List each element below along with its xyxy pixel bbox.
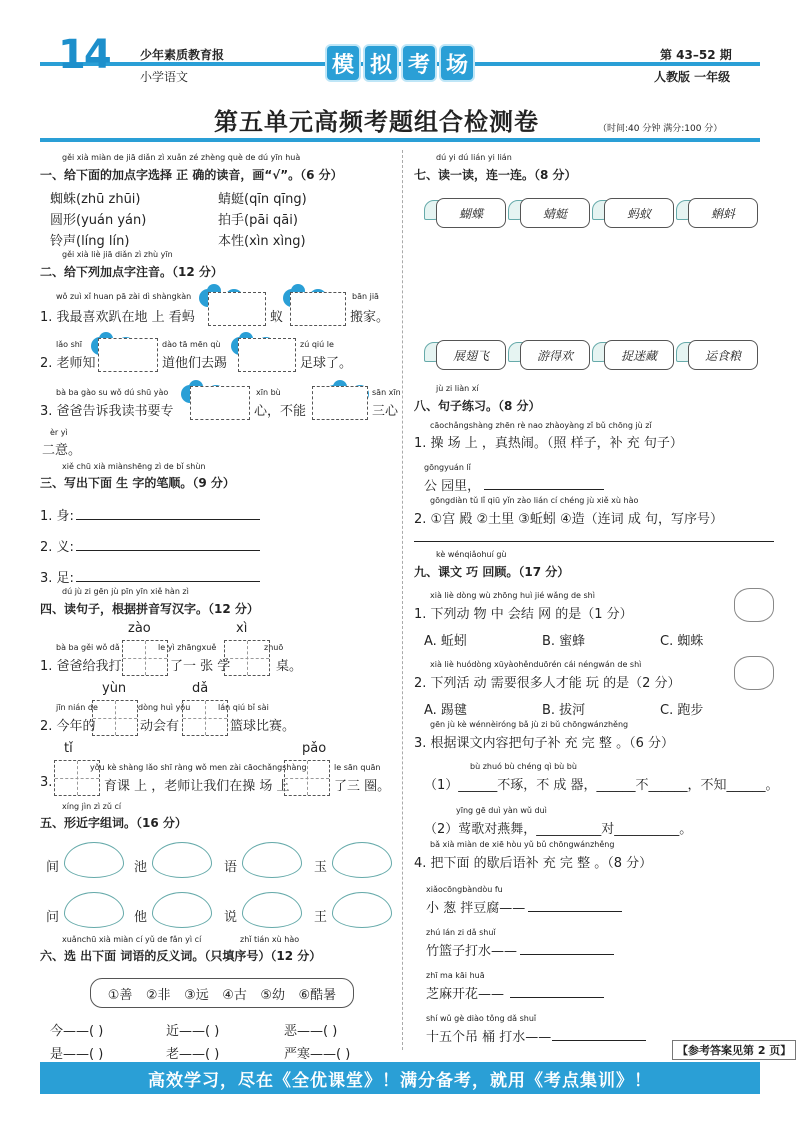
answer-line[interactable] [528, 898, 622, 912]
pinyin: lán qiú bǐ sài [218, 703, 269, 712]
leaf-answer-box[interactable] [242, 892, 302, 928]
antonym-row[interactable]: 近——( ) [166, 1024, 220, 1039]
s2-q2-text: 2. 老师知 [40, 356, 96, 371]
s2-q2-text: 道他们去踢 [162, 356, 228, 371]
pinyin: dú yi dú lián yi lián [436, 153, 512, 162]
s4-q3-text: 育课 上 ，老师让我们在操 场 上 [104, 779, 290, 794]
answer-line[interactable] [414, 528, 774, 542]
s9-q4-text: 4. 把下面 的歇后语补 充 完 整 。（8 分） [414, 856, 653, 871]
answer-cloud[interactable] [734, 588, 774, 622]
s4-q1-text: 桌。 [276, 659, 303, 674]
answer-reference: 【参考答案见第 2 页】 [672, 1040, 796, 1060]
similar-char: 玉 [314, 860, 328, 875]
pinyin: kè wénqiǎohuí gù [436, 550, 507, 559]
section-8-title: 八、句子练习。（8 分） [414, 399, 541, 413]
pinyin: dào tā mēn qù [162, 340, 221, 349]
character-box[interactable] [54, 760, 100, 796]
pinyin-answer-box[interactable] [190, 386, 250, 420]
character-box[interactable] [284, 760, 330, 796]
choice-option[interactable]: B. 蜜蜂 [542, 634, 586, 649]
pinyin: xiǎocōngbàndòu fu [426, 885, 503, 894]
edition: 人教版 一年级 [654, 70, 731, 84]
action-card[interactable]: 展翅飞 [436, 340, 506, 370]
creature-card[interactable]: 蝌蚪 [688, 198, 758, 228]
leaf-answer-box[interactable] [152, 842, 212, 878]
option: ⑤幼 [260, 987, 286, 1003]
section-9-title: 九、课文 巧 回顾。（17 分） [414, 565, 570, 579]
pinyin: bǎ xià miàn de xiē hòu yǔ bǔ chōngwánzhěng [430, 840, 615, 849]
antonym-row[interactable]: 严寒——( ) [284, 1047, 351, 1062]
pinyin: yīng gē duì yàn wǔ duì [456, 806, 547, 815]
xiehouyu-item: 十五个吊 桶 打水—— [426, 1030, 552, 1045]
s9-q3-text: 3. 根据课文内容把句子补 充 完 整 。（6 分） [414, 736, 674, 751]
s4-q2-text: 篮球比赛。 [230, 719, 296, 734]
pinyin: bān jiā [352, 292, 379, 301]
xiehouyu-item: 芝麻开花—— [426, 987, 505, 1002]
pinyin: yǒu kè shàng lǎo shī ràng wǒ men zài cāochǎngshàng [90, 763, 307, 772]
leaf-answer-box[interactable] [242, 842, 302, 878]
pinyin: wǒ zuì xǐ huan pā zài dì shàngkàn [56, 292, 192, 301]
page-title: 第五单元高频考题组合检测卷 [214, 108, 539, 136]
s8-q1-text: 1. 操 场 上 ，真热闹。（照 样子，补 充 句子） [414, 436, 683, 451]
s2-q3-text: 二意。 [42, 443, 82, 458]
pinyin-answer-box[interactable] [290, 292, 346, 326]
stroke-order-item: 2. 义: [40, 540, 74, 555]
xiehouyu-item: 小 葱 拌豆腐—— [426, 901, 526, 916]
leaf-answer-box[interactable] [332, 842, 392, 878]
pinyin: gěi xià liè jiā diǎn zì zhù yīn [62, 250, 173, 259]
section-5-title: 五、形近字组词。（16 分） [40, 816, 187, 830]
banner-char: 模 [327, 46, 359, 80]
pinyin: xià liè dòng wù zhōng huì jié wǎng de shì [430, 591, 595, 600]
option: ③远 [184, 987, 209, 1003]
pinyin: xiě chū xià miànshēng zì de bǐ shùn [62, 462, 206, 471]
action-card[interactable]: 游得欢 [520, 340, 590, 370]
antonym-row[interactable]: 恶——( ) [284, 1024, 338, 1039]
pinyin: dú jù zi gēn jù pīn yīn xiě hàn zì [62, 587, 189, 596]
pinyin-answer-box[interactable] [312, 386, 368, 420]
s1-item: 本性(xìn xìng) [218, 234, 306, 249]
similar-char: 问 [46, 910, 60, 925]
answer-cloud[interactable] [734, 656, 774, 690]
paper-name: 少年素质教育报 [140, 48, 225, 62]
section-1-title: 一、给下面的加点字选择 正 确的读音，画“√”。（6 分） [40, 168, 343, 182]
similar-char: 间 [46, 860, 60, 875]
s2-q3-text: 三心 [372, 404, 399, 419]
word-options-box [90, 978, 354, 1008]
similar-char: 王 [314, 910, 328, 925]
s4-q1-text: 1. 爸爸给我打 [40, 659, 122, 674]
pinyin: zú qiú le [300, 340, 334, 349]
creature-card[interactable]: 蚂蚁 [604, 198, 674, 228]
pinyin-answer-box[interactable] [208, 292, 266, 326]
pinyin: lǎo shī [56, 340, 83, 349]
pinyin: xíng jìn zì zǔ cí [62, 802, 122, 811]
s4-q3-text: 了三 圈。 [334, 779, 391, 794]
antonym-row[interactable]: 老——( ) [166, 1047, 220, 1062]
choice-option[interactable]: C. 蜘蛛 [660, 634, 704, 649]
s2-q1-text: 搬家。 [350, 310, 390, 325]
target-pinyin: tǐ [64, 741, 73, 756]
answer-line[interactable] [76, 537, 260, 551]
pinyin: gōngdiàn tǔ lǐ qiū yǐn zào lián cí chéng jù xiě xù hào [430, 496, 639, 505]
s2-q3-text: 3. 爸爸告诉我读书要专 [40, 404, 174, 419]
pinyin: gēn jù kè wénnèiróng bǎ jù zi bǔ chōngwánzhěng [430, 720, 629, 729]
paper-subject: 小学语文 [140, 70, 189, 84]
banner-char: 考 [403, 46, 435, 80]
character-box[interactable] [224, 640, 270, 676]
pinyin: xīn bù [256, 388, 281, 397]
answer-line[interactable] [510, 984, 604, 998]
pinyin: sān xīn [372, 388, 401, 397]
pinyin: dòng huì yǒu [138, 703, 191, 712]
answer-line[interactable] [76, 506, 260, 520]
leaf-answer-box[interactable] [64, 892, 124, 928]
action-card[interactable]: 运食粮 [688, 340, 758, 370]
target-pinyin: pǎo [302, 741, 327, 756]
s4-q2-text: 2. 今年的 [40, 719, 96, 734]
pinyin: shí wǔ gè diào tǒng dǎ shuǐ [426, 1014, 537, 1023]
s9-q3-fill[interactable]: （2）莺歌对燕舞，__________对__________。 [424, 822, 693, 837]
pinyin: bà ba gěi wǒ dǎ [56, 643, 120, 652]
leaf-answer-box[interactable] [152, 892, 212, 928]
section-6-title: 六、选 出下面 词语的反义词。（只填序号）（12 分） [40, 949, 322, 963]
leaf-answer-box[interactable] [332, 892, 392, 928]
antonym-row[interactable]: 是——( ) [50, 1047, 104, 1062]
target-pinyin: yùn [102, 681, 127, 696]
target-pinyin: dǎ [192, 681, 209, 696]
option: ①善 [107, 987, 133, 1003]
pinyin: zhú lán zi dǎ shuǐ [426, 928, 496, 937]
creature-card[interactable]: 蝴蝶 [436, 198, 506, 228]
pinyin: zhǐ tián xù hào [240, 935, 300, 944]
answer-line[interactable] [76, 568, 260, 582]
similar-char: 语 [224, 860, 238, 875]
pinyin: xuǎnchū xià miàn cí yǔ de fǎn yì cí [62, 935, 202, 944]
xiehouyu-item: 竹篮子打水—— [426, 944, 518, 959]
s9-q1-text: 1. 下列动 物 中 会结 网 的是（1 分） [414, 607, 633, 622]
s1-item: 蜘蛛(zhū zhūi) [50, 192, 141, 207]
promo-banner: 高效学习，尽在《全优课堂》！满分备考，就用《考点集训》！ [40, 1062, 760, 1094]
character-box[interactable] [92, 700, 138, 736]
pinyin: èr yì [50, 428, 68, 437]
stroke-order-item: 1. 身: [40, 509, 74, 524]
option: ⑥酷暑 [298, 987, 337, 1003]
time-score-note: （时间:40 分钟 满分:100 分） [598, 124, 723, 134]
target-pinyin: xì [236, 621, 248, 636]
section-2-title: 二、给下列加点字注音。（12 分） [40, 265, 223, 279]
target-pinyin: zào [128, 621, 151, 636]
character-box[interactable] [122, 640, 168, 676]
answer-line[interactable] [552, 1027, 646, 1041]
page-number: 14 [58, 32, 110, 78]
choice-option[interactable]: B. 拔河 [542, 703, 586, 718]
action-card[interactable]: 捉迷藏 [604, 340, 674, 370]
pinyin: cāochǎngshàng zhēn rè nao zhàoyàng zǐ bǔ chōng jù zǐ [430, 421, 652, 430]
s2-q2-text: 足球了。 [300, 356, 353, 371]
section-3-title: 三、写出下面 生 字的笔顺。（9 分） [40, 476, 235, 490]
issue-range: 第 43–52 期 [660, 48, 732, 62]
pinyin: zhī ma kāi huā [426, 971, 485, 980]
section-banner [325, 46, 475, 80]
s9-q2-text: 2. 下列活 动 需要很多人才能 玩 的是（2 分） [414, 676, 681, 691]
stroke-order-item: 3. 足: [40, 571, 74, 586]
s4-q1-text: 了一 张 学 [170, 659, 231, 674]
leaf-answer-box[interactable] [64, 842, 124, 878]
pinyin-answer-box[interactable] [98, 338, 158, 372]
answer-line[interactable] [484, 476, 604, 490]
s1-item: 拍手(pāi qāi) [218, 213, 298, 228]
choice-option[interactable]: C. 跑步 [660, 703, 704, 718]
banner-char: 场 [441, 46, 473, 80]
pinyin: zhuō [264, 643, 284, 652]
s9-q3-fill[interactable]: （1）______不琢，不 成 器，______不______，不知______。 [424, 778, 779, 793]
creature-card[interactable]: 蜻蜓 [520, 198, 590, 228]
s2-q1-text: 1. 我最喜欢趴在地 上 看蚂 [40, 310, 195, 325]
pinyin: le sān quān [334, 763, 381, 772]
pinyin: jù zi liàn xí [436, 384, 479, 393]
pinyin: bù zhuó bù chéng qì bù bù [470, 762, 577, 771]
s1-item: 铃声(líng lín) [50, 234, 130, 249]
s2-q1-text: 蚁 [270, 310, 284, 325]
banner-char: 拟 [365, 46, 397, 80]
character-box[interactable] [182, 700, 228, 736]
column-divider [402, 150, 403, 1050]
similar-char: 说 [224, 910, 238, 925]
s8-q1-lead: 公 园里， [424, 479, 481, 494]
pinyin-answer-box[interactable] [238, 338, 296, 372]
s4-q3-text: 3. [40, 775, 53, 790]
pinyin: bà ba gào su wǒ dú shū yào [56, 388, 169, 397]
section-7-title: 七、读一读，连一连。（8 分） [414, 168, 577, 182]
pinyin: le yì zhāngxuě [158, 643, 217, 652]
choice-option[interactable]: A. 踢毽 [424, 703, 467, 718]
antonym-row[interactable]: 今——( ) [50, 1024, 104, 1039]
pinyin: gěi xià miàn de jiā diǎn zì xuǎn zé zhèng què de dú yīn huà [62, 153, 301, 162]
pinyin: jīn nián de [56, 703, 98, 712]
option: ④古 [222, 987, 247, 1003]
pinyin: gōngyuán lǐ [424, 463, 471, 472]
section-4-title: 四、读句子，根据拼音写汉字。（12 分） [40, 602, 259, 616]
choice-option[interactable]: A. 蚯蚓 [424, 634, 467, 649]
s1-item: 蜻蜓(qīn qīng) [218, 192, 307, 207]
similar-char: 池 [134, 860, 148, 875]
pinyin: xià liè huódòng xūyàohěnduōrén cái néngwán de shì [430, 660, 642, 669]
s1-item: 圆形(yuán yán) [50, 213, 147, 228]
option: ②非 [145, 987, 171, 1003]
s2-q3-text: 心，不能 [254, 404, 307, 419]
answer-line[interactable] [520, 941, 614, 955]
s8-q2-text: 2. ①宫 殿 ②土里 ③蚯蚓 ④造（连词 成 句，写序号） [414, 512, 723, 527]
s4-q2-text: 动会有 [140, 719, 180, 734]
similar-char: 他 [134, 910, 148, 925]
title-rule [40, 138, 760, 142]
